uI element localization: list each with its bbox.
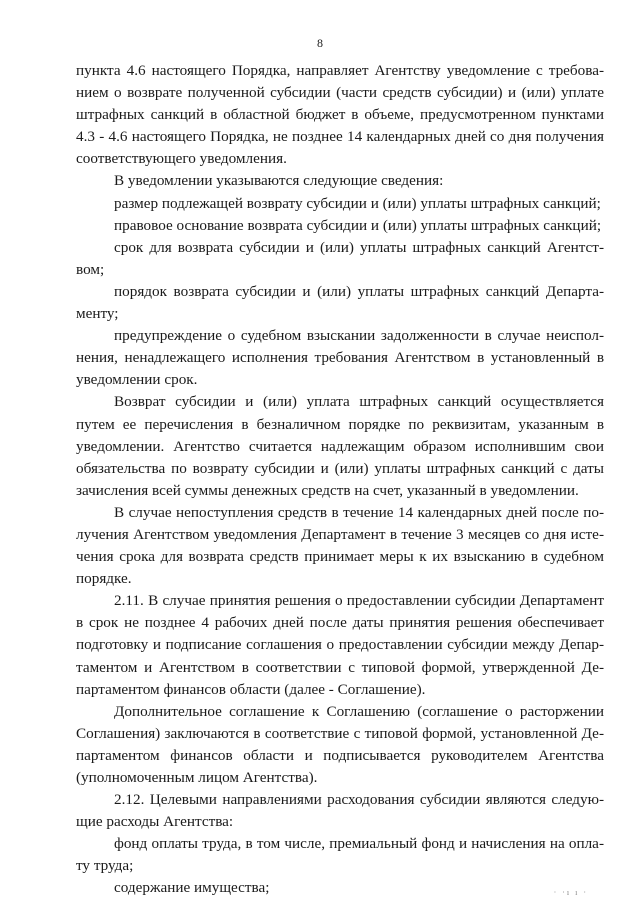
paragraph: Дополнительное соглашение к Соглашению (соглашение о расторжении Соглашения) заключаются в соответствие с типовой формой, установленной Департаментом финансов области и подписывается руководителем Агентства (уполномоченным лицом Агентства). — [76, 702, 604, 786]
paragraph: В случае непоступления средств в течение 14 календарных дней после получения Агентством уведомления Департамент в течение 3 месяцев со дня истечения срока для возврата средств принимает меры к их взысканию в судебном порядке. — [76, 503, 604, 588]
page-number: 8 — [317, 36, 323, 50]
scan-artifact: · ·ı ı · — [553, 888, 588, 897]
paragraph: Возврат субсидии и (или) уплата штрафных санкций осуществляется путем ее перечисления в безналичном порядке по реквизитам, указанным в уведомлении. Агентство считается надлежащим образом исполнившим свои обязательства по возврату субсидии и (или) уплаты штрафных санкций с даты зачисления всей суммы денежных средств на счет, указанный в уведомлении. — [76, 393, 604, 499]
paragraph: 2.11. В случае принятия решения о предоставлении субсидии Департамент в срок не позднее 4 рабочих дней после даты принятия решения обеспечивает подготовку и подписание соглашения о предоставлении субсидии между Департаментом и Агентством в соответствии с типовой формой, утвержденной Департаментом финансов области (далее - Соглашение). — [76, 592, 604, 698]
paragraph: предупреждение о судебном взыскании задолженности в случае неисполнения, ненадлежащего исполнения требования Агентством в установленный в уведомлении срок. — [76, 327, 604, 389]
document-body — [76, 60, 604, 900]
paragraph: правовое основание возврата субсидии и (или) уплаты штрафных санкций; — [114, 216, 602, 234]
paragraph: 2.12. Целевыми направлениями расходования субсидии являются следующие расходы Агентства: — [76, 791, 604, 831]
paragraph: В уведомлении указываются следующие сведения: — [114, 172, 444, 190]
paragraph: фонд оплаты труда, в том числе, премиальный фонд и начисления на оплату труда; — [76, 835, 604, 875]
paragraph: срок для возврата субсидии и (или) уплаты штрафных санкций Агентством; — [76, 238, 604, 278]
paragraph: содержание имущества; — [114, 879, 270, 897]
paragraph: пункта 4.6 настоящего Порядка, направляет Агентству уведомление с требованием о возврате полученной субсидии (части средств субсидии) и (или) уплате штрафных санкций в областной бюджет в объеме, предусмотренном пунктами 4.3 - 4.6 настоящего Порядка, не позднее 14 календарных дней со дня получения соответствующего уведомления. — [76, 62, 604, 168]
paragraph: размер подлежащей возврату субсидии и (или) уплаты штрафных санкций; — [114, 194, 601, 212]
paragraph: порядок возврата субсидии и (или) уплаты штрафных санкций Департаменту; — [76, 282, 604, 323]
